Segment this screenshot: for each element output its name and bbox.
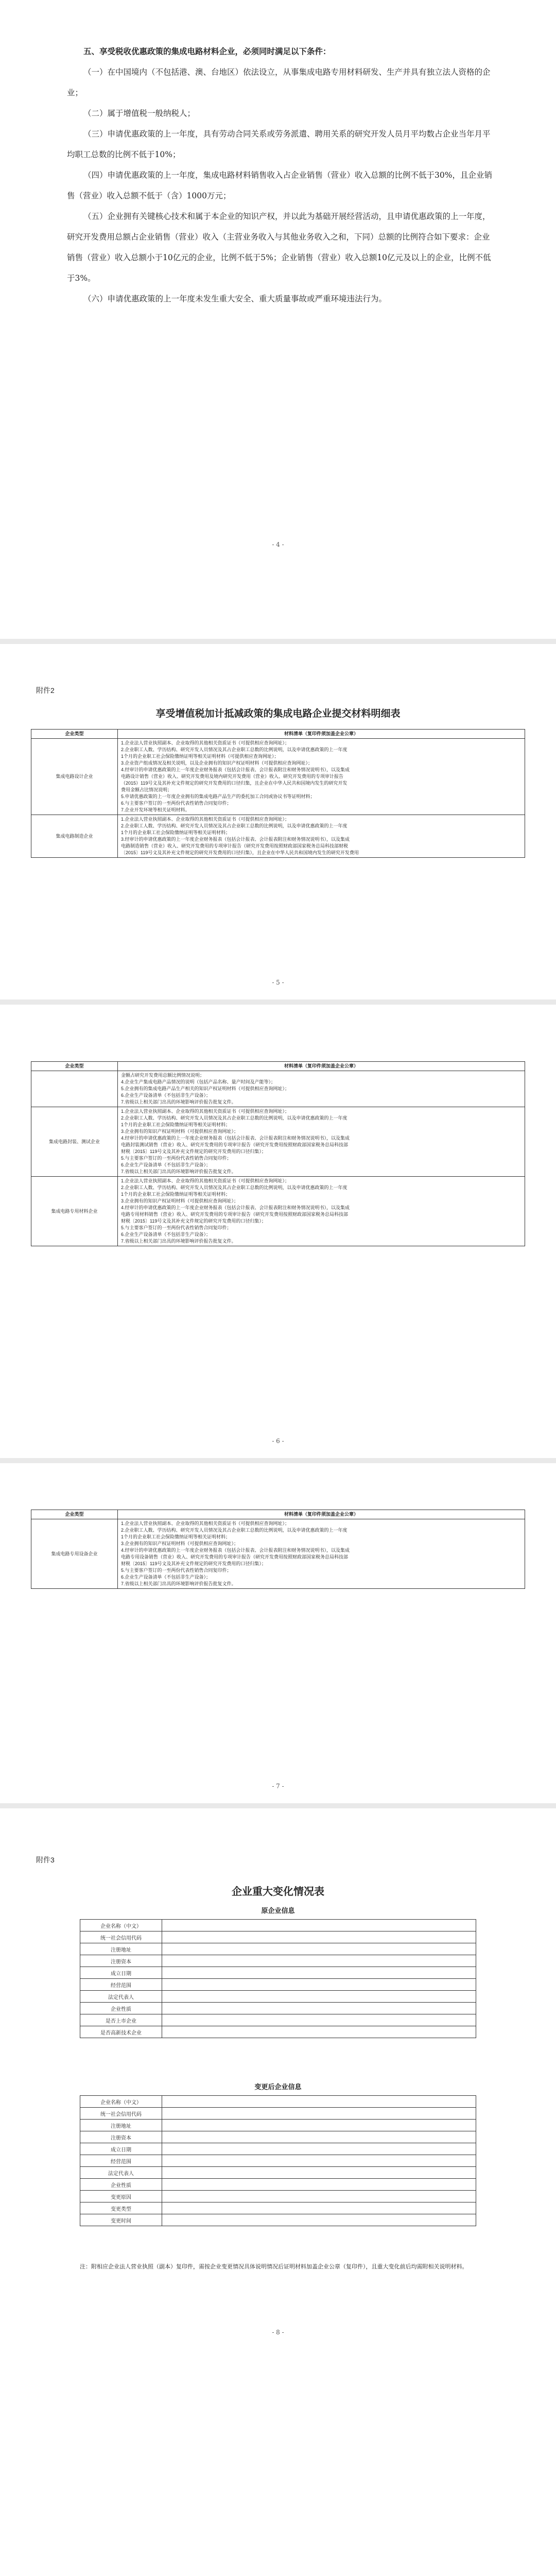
form-label: 法定代表人 [80, 1991, 162, 2003]
column-header: 材料清单（复印件须加盖企业公章） [118, 1062, 525, 1071]
form-label: 企业名称（中文） [80, 2096, 162, 2108]
form-field[interactable] [162, 2096, 476, 2108]
enterprise-type: 集成电路设计企业 [31, 739, 118, 815]
form-label: 变更时间 [80, 2214, 162, 2226]
material-list [118, 1071, 525, 1107]
form-field[interactable] [162, 1979, 476, 1991]
form-field[interactable] [162, 1967, 476, 1979]
annex-label: 附件3 [36, 1856, 55, 1864]
materials-table [31, 1061, 525, 1246]
table-row [31, 815, 525, 858]
form-label: 企业名称（中文） [80, 1920, 162, 1931]
form-field[interactable] [162, 2214, 476, 2226]
form-row [80, 2026, 476, 2038]
material-line: 电路专用材料销售（营业）收入、研究开发费用的专项审计报告（研究开发费用按照财政部国家税务总局科技部 [121, 1212, 349, 1217]
material-line: 6.企业生产设备清单（不包括非生产设备）； [121, 1093, 211, 1098]
material-line: 1.企业法人营业执照副本、企业取得的其他相关资质证书（可提供相应查询网址）； [121, 1109, 290, 1114]
material-line: 费用金额占比情况说明； [121, 787, 172, 792]
condition-item: （六）申请优惠政策的上一年度未发生重大安全、重大质量事故或严重环境违法行为。 [83, 294, 387, 303]
form-row [80, 2179, 476, 2191]
material-line: 5.与主要客户签订的一至两份代表性销售合同复印件； [121, 1156, 232, 1161]
material-line: 财税〔2015〕119号文及其补充文件规定的研究开发费用的口径归集）； [121, 1561, 266, 1566]
form-title: 企业重大变化情况表 [232, 1885, 324, 1897]
enterprise-type: 集成电路专用设备企业 [31, 1519, 118, 1589]
material-line: 7.企业开发环境等相关证明材料。 [121, 807, 190, 812]
form-field[interactable] [162, 2191, 476, 2202]
form-label: 成立日期 [80, 1967, 162, 1979]
materials-table [31, 729, 525, 858]
form-row [80, 2003, 476, 2014]
material-line: 2.企业职工人数、学历结构、研究开发人员情况及其占企业职工总数的比例说明，以及申请优惠政策的上一年度 [121, 1528, 348, 1533]
form-label: 注册地址 [80, 2120, 162, 2131]
condition-item: （四）申请优惠政策的上一年度，集成电路材料销售收入占企业销售（营业）收入总额的比例不低于30%，且企业销售（营业）收入总额不低于（含）1000万元； [67, 171, 492, 200]
form-row [80, 2214, 476, 2226]
table-row [31, 1107, 525, 1177]
form-label: 是否高新技术企业 [80, 2026, 162, 2038]
form-field[interactable] [162, 1943, 476, 1955]
form-field[interactable] [162, 2120, 476, 2131]
page-3 [0, 1005, 556, 1458]
form-note: 注：附相应企业法人营业执照（副本）复印件，需按企业变更情况具体说明情况后证明材料加盖企业公章（复印件），且重大变化前后均需附相关说明材料。 [80, 2263, 468, 2270]
column-header: 企业类型 [31, 730, 118, 739]
form-row [80, 2202, 476, 2214]
form-row [80, 2131, 476, 2143]
form-label: 是否上市企业 [80, 2014, 162, 2026]
form-field[interactable] [162, 2155, 476, 2167]
material-line: 电路封装测试销售（营业）收入、研究开发费用的专项审计报告（研究开发费用按照财政部国家税务总局科技部 [121, 1142, 349, 1147]
table-row [31, 1177, 525, 1246]
material-line: 1个月的企业职工社会保险缴纳证明等相关证明材料； [121, 830, 231, 835]
changed-info-form [80, 2095, 476, 2226]
material-line: 4.企业生产集成电路产品情况的说明（包括产品名称、量产时间及产能等）； [121, 1079, 276, 1084]
form-row [80, 2120, 476, 2131]
form-field[interactable] [162, 1955, 476, 1967]
form-field[interactable] [162, 2003, 476, 2014]
materials-table [31, 1510, 525, 1589]
column-header: 企业类型 [31, 1510, 118, 1519]
form-field[interactable] [162, 1931, 476, 1943]
material-list [118, 1107, 525, 1177]
material-line: 电路制造销售（营业）收入、研究开发费用的专项审计报告（研究开发费用按照财政部国家税务总局科技部财税 [121, 843, 349, 849]
original-info-form [80, 1919, 476, 2038]
material-line: 6.与主要客户签订的一至两份代表性销售合同复印件； [121, 801, 232, 806]
form-row [80, 2014, 476, 2026]
form-field[interactable] [162, 2167, 476, 2179]
material-line: 6.企业生产设备清单（不包括非生产设备）； [121, 1162, 211, 1167]
material-line: 电路设计销售（营业）收入、研究开发费用及境内研究开发费用（营业）收入、研究开发费用的专项审计报告 [121, 774, 344, 779]
form-field[interactable] [162, 2131, 476, 2143]
material-line: 2.企业职工人数、学历结构、研究开发人员情况及其占企业职工总数的比例说明，以及申请优惠政策的上一年度 [121, 747, 348, 752]
form-row [80, 1979, 476, 1991]
material-line: 3.企业拥有的知识产权证明材料（可提供相应查询网址）； [121, 1129, 239, 1134]
form-label: 变更原因 [80, 2191, 162, 2202]
material-list [118, 1177, 525, 1246]
page-number: - 4 - [272, 541, 284, 548]
section-heading: 五、享受税收优惠政策的集成电路材料企业，必须同时满足以下条件： [83, 46, 331, 56]
enterprise-type: 集成电路专用材料企业 [31, 1177, 118, 1246]
annex-label: 附件2 [36, 686, 55, 694]
page-number: - 6 - [272, 1437, 284, 1445]
form-field[interactable] [162, 2014, 476, 2026]
material-line: 7.省级以上相关部门出具的环境影响评价报告批复文件。 [121, 1239, 236, 1244]
page-1 [0, 0, 556, 639]
form-label: 法定代表人 [80, 2167, 162, 2179]
table-row [31, 1071, 525, 1107]
form-label: 经营范围 [80, 2155, 162, 2167]
section-heading: 变更后企业信息 [254, 2083, 302, 2091]
table-row [31, 1519, 525, 1589]
form-field[interactable] [162, 2143, 476, 2155]
material-line: 5.与主要客户签订的一至两份代表性销售合同复印件； [121, 1225, 232, 1230]
form-field[interactable] [162, 2026, 476, 2038]
material-line: 2.企业职工人数、学历结构、研究开发人员情况及其占企业职工总数的比例说明，以及申请优惠政策的上一年度 [121, 1115, 348, 1121]
material-line: 2.企业职工人数、学历结构、研究开发人员情况及其占企业职工总数的比例说明，以及申请优惠政策的上一年度 [121, 823, 348, 828]
condition-item: （一）在中国境内（不包括港、澳、台地区）依法设立，从事集成电路专用材料研发、生产并具有独立法人资格的企业； [67, 67, 491, 97]
material-line: 5.申请优惠政策的上一年度企业拥有的集成电路产品生产的委托加工合同或协议书等证明材料； [121, 794, 315, 799]
material-line: 1个月的企业职工社会保险缴纳证明等相关证明材料； [121, 1534, 231, 1539]
material-list [118, 815, 525, 858]
material-line: 3.企业资产组成情况及相关说明，以及企业拥有的知识产权证明材料（可提供相应查询网址）； [121, 760, 313, 766]
page-2 [0, 644, 556, 999]
material-line: 4.经审计的申请优惠政策的上一年度企业财务报表（包括会计报表、会计报表附注和财务情况说明书），以及集成 [121, 1548, 350, 1553]
material-line: 1.企业法人营业执照副本、企业取得的其他相关资质证书（可提供相应查询网址）； [121, 740, 290, 745]
table-title: 享受增值税加计抵减政策的集成电路企业提交材料明细表 [155, 708, 401, 719]
condition-item: （五）企业拥有关键核心技术和属于本企业的知识产权，并以此为基础开展经营活动，且申请优惠政策的上一年度，研究开发费用总额占企业销售（营业）收入（主营业务收入与其他业务收入之和，下同）总额的比例符合如下要求：企业销售（营业）收入总额小于10亿元的企业，比例不低于5%；企业销售（营业）收入总额10亿元及以上的企业，比例不低于3%。 [67, 212, 491, 283]
page-number: - 8 - [272, 2329, 284, 2336]
column-header: 材料清单（复印件须加盖企业公章） [118, 1510, 525, 1519]
enterprise-type: 集成电路封装、测试企业 [31, 1107, 118, 1177]
material-line: （2015）119号文及其补充文件规定的研究开发费用的口径归集，且企业在中华人民共和国境内发生的研究开发 [121, 781, 348, 786]
form-field[interactable] [162, 2108, 476, 2120]
material-line: 3.企业拥有的知识产权证明材料（可提供相应查询网址）； [121, 1198, 239, 1204]
form-label: 统一社会信用代码 [80, 2108, 162, 2120]
material-line: 1.企业法人营业执照副本、企业取得的其他相关资质证书（可提供相应查询网址）； [121, 817, 290, 822]
form-label: 企业性质 [80, 2003, 162, 2014]
material-line: 5.企业拥有的集成电路产品生产相关的知识产权证明材料（可提供相应查询网址）； [121, 1086, 290, 1091]
material-line: 4.经审计的申请优惠政策的上一年度企业财务报表（包括会计报表、会计报表附注和财务情况说明书），以及集成 [121, 1205, 350, 1210]
material-line: 6.企业生产设备清单（不包括非生产设备）； [121, 1232, 211, 1237]
material-line: 6.企业生产设备清单（不包括非生产设备）； [121, 1574, 211, 1580]
material-line: 金额占研究开发费用总额比例情况说明； [121, 1073, 205, 1078]
form-row [80, 2096, 476, 2108]
form-label: 企业性质 [80, 2179, 162, 2191]
form-row [80, 1931, 476, 1943]
section-heading: 原企业信息 [261, 1907, 295, 1915]
material-line: 财税〔2015〕119号文及其补充文件规定的研究开发费用的口径归集）； [121, 1218, 266, 1224]
material-line: 4.经审计的申请优惠政策的上一年度企业财务报表（包括会计报表、会计报表附注和财务情况说明书），以及集成 [121, 1136, 350, 1141]
material-line: 2.企业职工人数、学历结构、研究开发人员情况及其占企业职工总数的比例说明，以及申请优惠政策的上一年度 [121, 1185, 348, 1190]
material-line: 1个月的企业职工社会保险缴纳证明等相关证明材料（可提供相应查询网址）； [121, 754, 279, 759]
form-field[interactable] [162, 1991, 476, 2003]
material-line: 1.企业法人营业执照副本、企业取得的其他相关资质证书（可提供相应查询网址）； [121, 1521, 290, 1526]
condition-item: （三）申请优惠政策的上一年度，具有劳动合同关系或劳务派遣、聘用关系的研究开发人员月平均数占企业当年月平均职工总数的比例不低于10%； [67, 129, 491, 159]
column-header: 材料清单（复印件须加盖企业公章） [118, 730, 525, 739]
material-list [118, 739, 525, 815]
form-label: 变更类型 [80, 2202, 162, 2214]
material-line: 7.省级以上相关部门出具的环境影响评价报告批复文件。 [121, 1099, 236, 1105]
column-header: 企业类型 [31, 1062, 118, 1071]
condition-item: （二）属于增值税一般纳税人； [83, 109, 196, 118]
form-label: 注册资本 [80, 2131, 162, 2143]
material-line: 1.企业法人营业执照副本、企业取得的其他相关资质证书（可提供相应查询网址）； [121, 1178, 290, 1183]
form-row [80, 1955, 476, 1967]
form-row [80, 1967, 476, 1979]
material-line: 7.省级以上相关部门出具的环境影响评价报告批复文件。 [121, 1581, 236, 1586]
form-label: 经营范围 [80, 1979, 162, 1991]
form-field[interactable] [162, 2179, 476, 2191]
form-row [80, 2143, 476, 2155]
material-line: 1个月的企业职工社会保险缴纳证明等相关证明材料； [121, 1192, 231, 1197]
material-line: 〔2015〕119号文及其补充文件规定的研究开发费用的口径归集），且企业在中华人民共和国境内发生的研究开发费用 [121, 850, 359, 855]
form-field[interactable] [162, 2202, 476, 2214]
page-number: - 7 - [272, 1783, 284, 1790]
page-5 [0, 1808, 556, 2576]
form-label: 统一社会信用代码 [80, 1931, 162, 1943]
enterprise-type: 集成电路制造企业 [31, 815, 118, 858]
form-row [80, 1943, 476, 1955]
form-row [80, 1920, 476, 1931]
material-line: 3.经审计的申请优惠政策的上一年度企业财务报表（包括会计报表、会计报表附注和财务情况说明书），以及集成 [121, 837, 350, 842]
form-row [80, 2155, 476, 2167]
page-4 [0, 1463, 556, 1803]
body-text [67, 41, 494, 309]
material-line: 4.经审计的申请优惠政策的上一年度企业财务报表（包括会计报表、会计报表附注和财务情况说明书），以及集成 [121, 767, 350, 772]
material-line: 3.企业拥有的知识产权证明材料（可提供相应查询网址）； [121, 1541, 239, 1546]
material-line: 5.与主要客户签订的一至两份代表性销售合同复印件； [121, 1568, 232, 1573]
form-row [80, 2167, 476, 2179]
page-number: - 5 - [272, 979, 284, 986]
form-label: 注册地址 [80, 1943, 162, 1955]
material-line: 7.省级以上相关部门出具的环境影响评价报告批复文件。 [121, 1169, 236, 1174]
material-list [118, 1519, 525, 1589]
form-field[interactable] [162, 1920, 476, 1931]
table-row [31, 739, 525, 815]
form-label: 成立日期 [80, 2143, 162, 2155]
material-line: 财税〔2015〕119号文及其补充文件规定的研究开发费用的口径归集）； [121, 1149, 266, 1154]
material-line: 1个月的企业职工社会保险缴纳证明等相关证明材料； [121, 1122, 231, 1127]
form-row [80, 1991, 476, 2003]
enterprise-type [31, 1071, 118, 1107]
material-line: 电路专用设备销售（营业）收入、研究开发费用的专项审计报告（研究开发费用按照财政部国家税务总局科技部 [121, 1554, 349, 1560]
form-label: 注册资本 [80, 1955, 162, 1967]
form-row [80, 2191, 476, 2202]
form-row [80, 2108, 476, 2120]
